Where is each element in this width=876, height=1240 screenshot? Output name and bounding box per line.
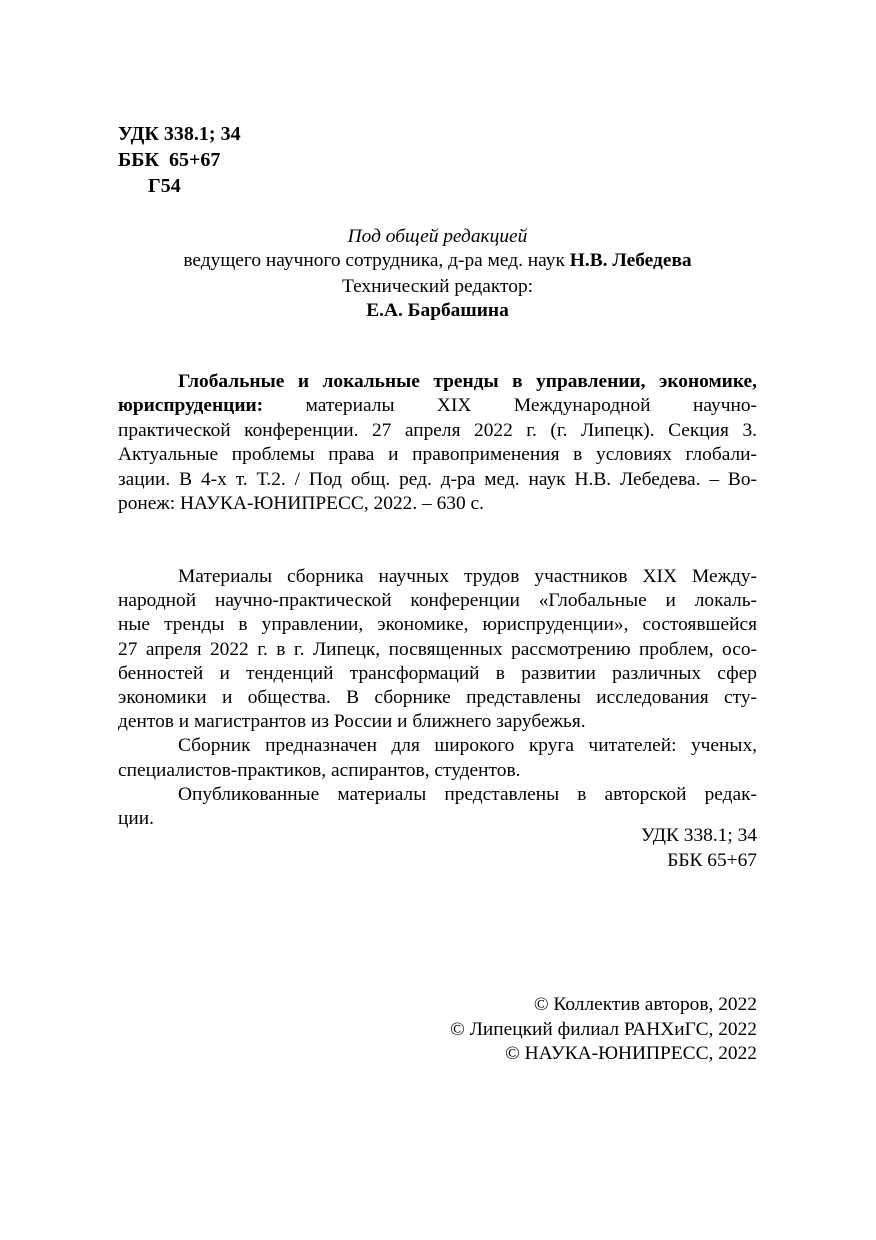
index-udk-code: УДК 338.1; 34 [640, 825, 757, 846]
bibliographic-record [118, 370, 757, 516]
record-title-end: юриспруденции: [118, 395, 264, 417]
annotation-line: ции. [118, 807, 154, 829]
copyright-block [118, 993, 757, 1067]
classification-block [118, 121, 241, 199]
annotation-line: ные тренды в управлении, экономике, юриспруденции», состоявшейся [118, 614, 757, 636]
author-mark: Г54 [148, 175, 181, 197]
record-line: практической конференции. 27 апреля 2022 г. (г. Липецк). Секция 3. [118, 419, 757, 441]
copyright-publisher: © НАУКА-ЮНИПРЕСС, 2022 [505, 1043, 757, 1064]
tech-editor-name: Е.А. Барбашина [366, 300, 509, 321]
bbk-code: ББК 65+67 [118, 149, 221, 171]
under-editorship-label: Под общей редакцией [347, 226, 528, 247]
editor-name: Н.В. Лебедева [569, 250, 692, 271]
annotation-line: народной научно-практической конференции «Глобальные и локаль- [118, 590, 757, 612]
udk-code: УДК 338.1; 34 [118, 123, 241, 145]
record-line-text: материалы XIX Международной научно- [305, 395, 757, 417]
annotation-line: 27 апреля 2022 г. в г. Липецк, посвященных рассмотрению проблем, осо- [118, 638, 757, 660]
record-line: зации. В 4-х т. Т.2. / Под общ. ред. д-ра мед. наук Н.В. Лебедева. – Во- [118, 468, 757, 490]
record-line: Актуальные проблемы права и правоприменения в условиях глобали- [118, 444, 757, 466]
editor-line [118, 249, 757, 273]
tech-editor-label: Технический редактор: [341, 276, 534, 297]
annotation-line: Материалы сборника научных трудов участников XIX Между- [178, 566, 757, 587]
index-codes [118, 823, 757, 873]
copyright-branch: © Липецкий филиал РАНХиГС, 2022 [450, 1018, 757, 1040]
index-bbk-code: ББК 65+67 [667, 850, 757, 871]
annotation [118, 565, 757, 831]
annotation-line: дентов и магистрантов из России и ближнего зарубежья. [118, 711, 586, 733]
annotation-line: специалистов-практиков, аспирантов, студентов. [118, 759, 521, 781]
record-line: ронеж: НАУКА-ЮНИПРЕСС, 2022. – 630 с. [118, 492, 484, 514]
annotation-line: экономики и общества. В сборнике представлены исследования сту- [118, 686, 757, 708]
copyright-authors: © Коллектив авторов, 2022 [533, 994, 757, 1015]
annotation-line: бенностей и тенденций трансформаций в развитии различных сфер [118, 662, 757, 684]
record-line [118, 394, 757, 418]
annotation-line: Опубликованные материалы представлены в авторской редак- [178, 783, 757, 805]
record-title-line: Глобальные и локальные тренды в управлении, экономике, [178, 371, 757, 392]
annotation-line: Сборник предназначен для широкого круга читателей: ученых, [178, 735, 757, 757]
editor-title: ведущего научного сотрудника, д-ра мед. наук [183, 250, 565, 271]
